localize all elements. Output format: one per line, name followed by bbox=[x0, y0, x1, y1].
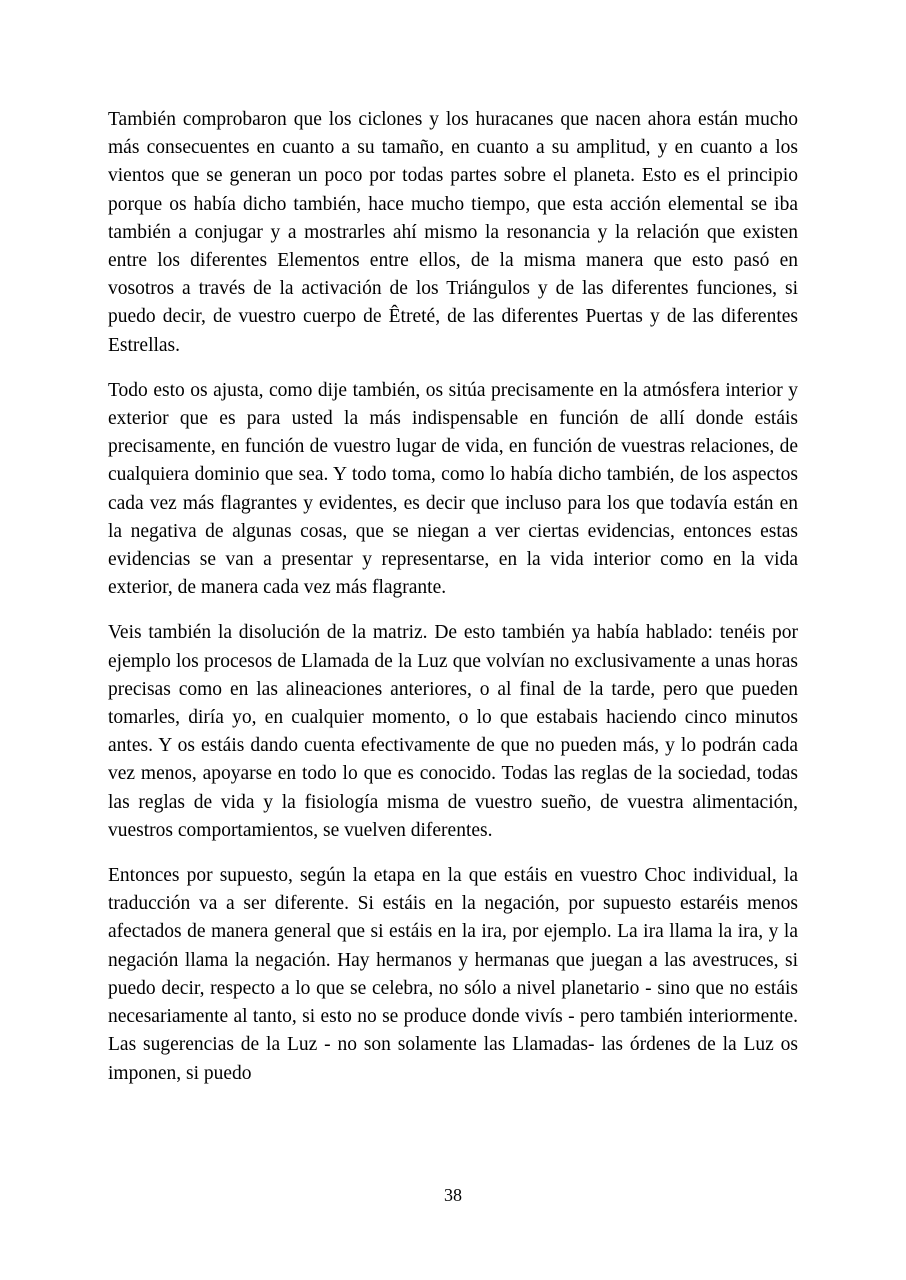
page-number: 38 bbox=[444, 1185, 462, 1205]
paragraph-2: Todo esto os ajusta, como dije también, os sitúa precisamente en la atmósfera interior y exterior que es para usted la más indispensable en función de allí donde estáis precisamente, en función de vuestro lugar de vida, en función de vuestras relaciones, de cualquiera dominio que sea. Y todo toma, como lo había dicho también, de los aspectos cada vez más flagrantes y evidentes, es decir que incluso para los que todavía están en la negativa de algunas cosas, que se niegan a ver ciertas evidencias, entonces estas evidencias se van a presentar y representarse, en la vida interior como en la vida exterior, de manera cada vez más flagrante. bbox=[108, 379, 798, 599]
paragraph-1: También comprobaron que los ciclones y los huracanes que nacen ahora están mucho más consecuentes en cuanto a su tamaño, en cuanto a su amplitud, y en cuanto a los vientos que se generan un poco por todas partes sobre el planeta. Esto es el principio porque os había dicho también, hace mucho tiempo, que esta acción elemental se iba también a conjugar y a mostrarles ahí mismo la resonancia y la relación que existen entre los diferentes Elementos entre ellos, de la misma manera que esto pasó en vosotros a través de la activación de los Triángulos y de las diferentes funciones, si puedo decir, de vuestro cuerpo de Êtreté, de las diferentes Puertas y de las diferentes Estrellas. bbox=[108, 109, 798, 356]
paragraph-4: Entonces por supuesto, según la etapa en la que estáis en vuestro Choc individual, la traducción va a ser diferente. Si estáis en la negación, por supuesto estaréis menos afectados de manera general que si estáis en la ira, por ejemplo. La ira llama la ira, y la negación llama la negación. Hay hermanos y hermanas que juegan a las avestruces, si puedo decir, respecto a lo que se celebra, no sólo a nivel planetario - sino que no estáis necesariamente al tanto, si esto no se produce donde vivís - pero también interiormente. Las sugerencias de la Luz - no son solamente las Llamadas- las órdenes de la Luz os imponen, si puedo bbox=[108, 865, 798, 1084]
body-text bbox=[108, 106, 798, 1105]
paragraph-3: Veis también la disolución de la matriz. De esto también ya había hablado: tenéis por ejemplo los procesos de Llamada de la Luz que volvían no exclusivamente a unas horas precisas como en las alineaciones anteriores, o al final de la tarde, pero que pueden tomarles, diría yo, en cualquier momento, o lo que estabais haciendo cinco minutos antes. Y os estáis dando cuenta efectivamente de que no pueden más, y lo podrán cada vez menos, apoyarse en todo lo que es conocido. Todas las reglas de la sociedad, todas las reglas de vida y la fisiología misma de vuestro sueño, de vuestra alimentación, vuestros comportamientos, se vuelven diferentes. bbox=[108, 622, 798, 841]
